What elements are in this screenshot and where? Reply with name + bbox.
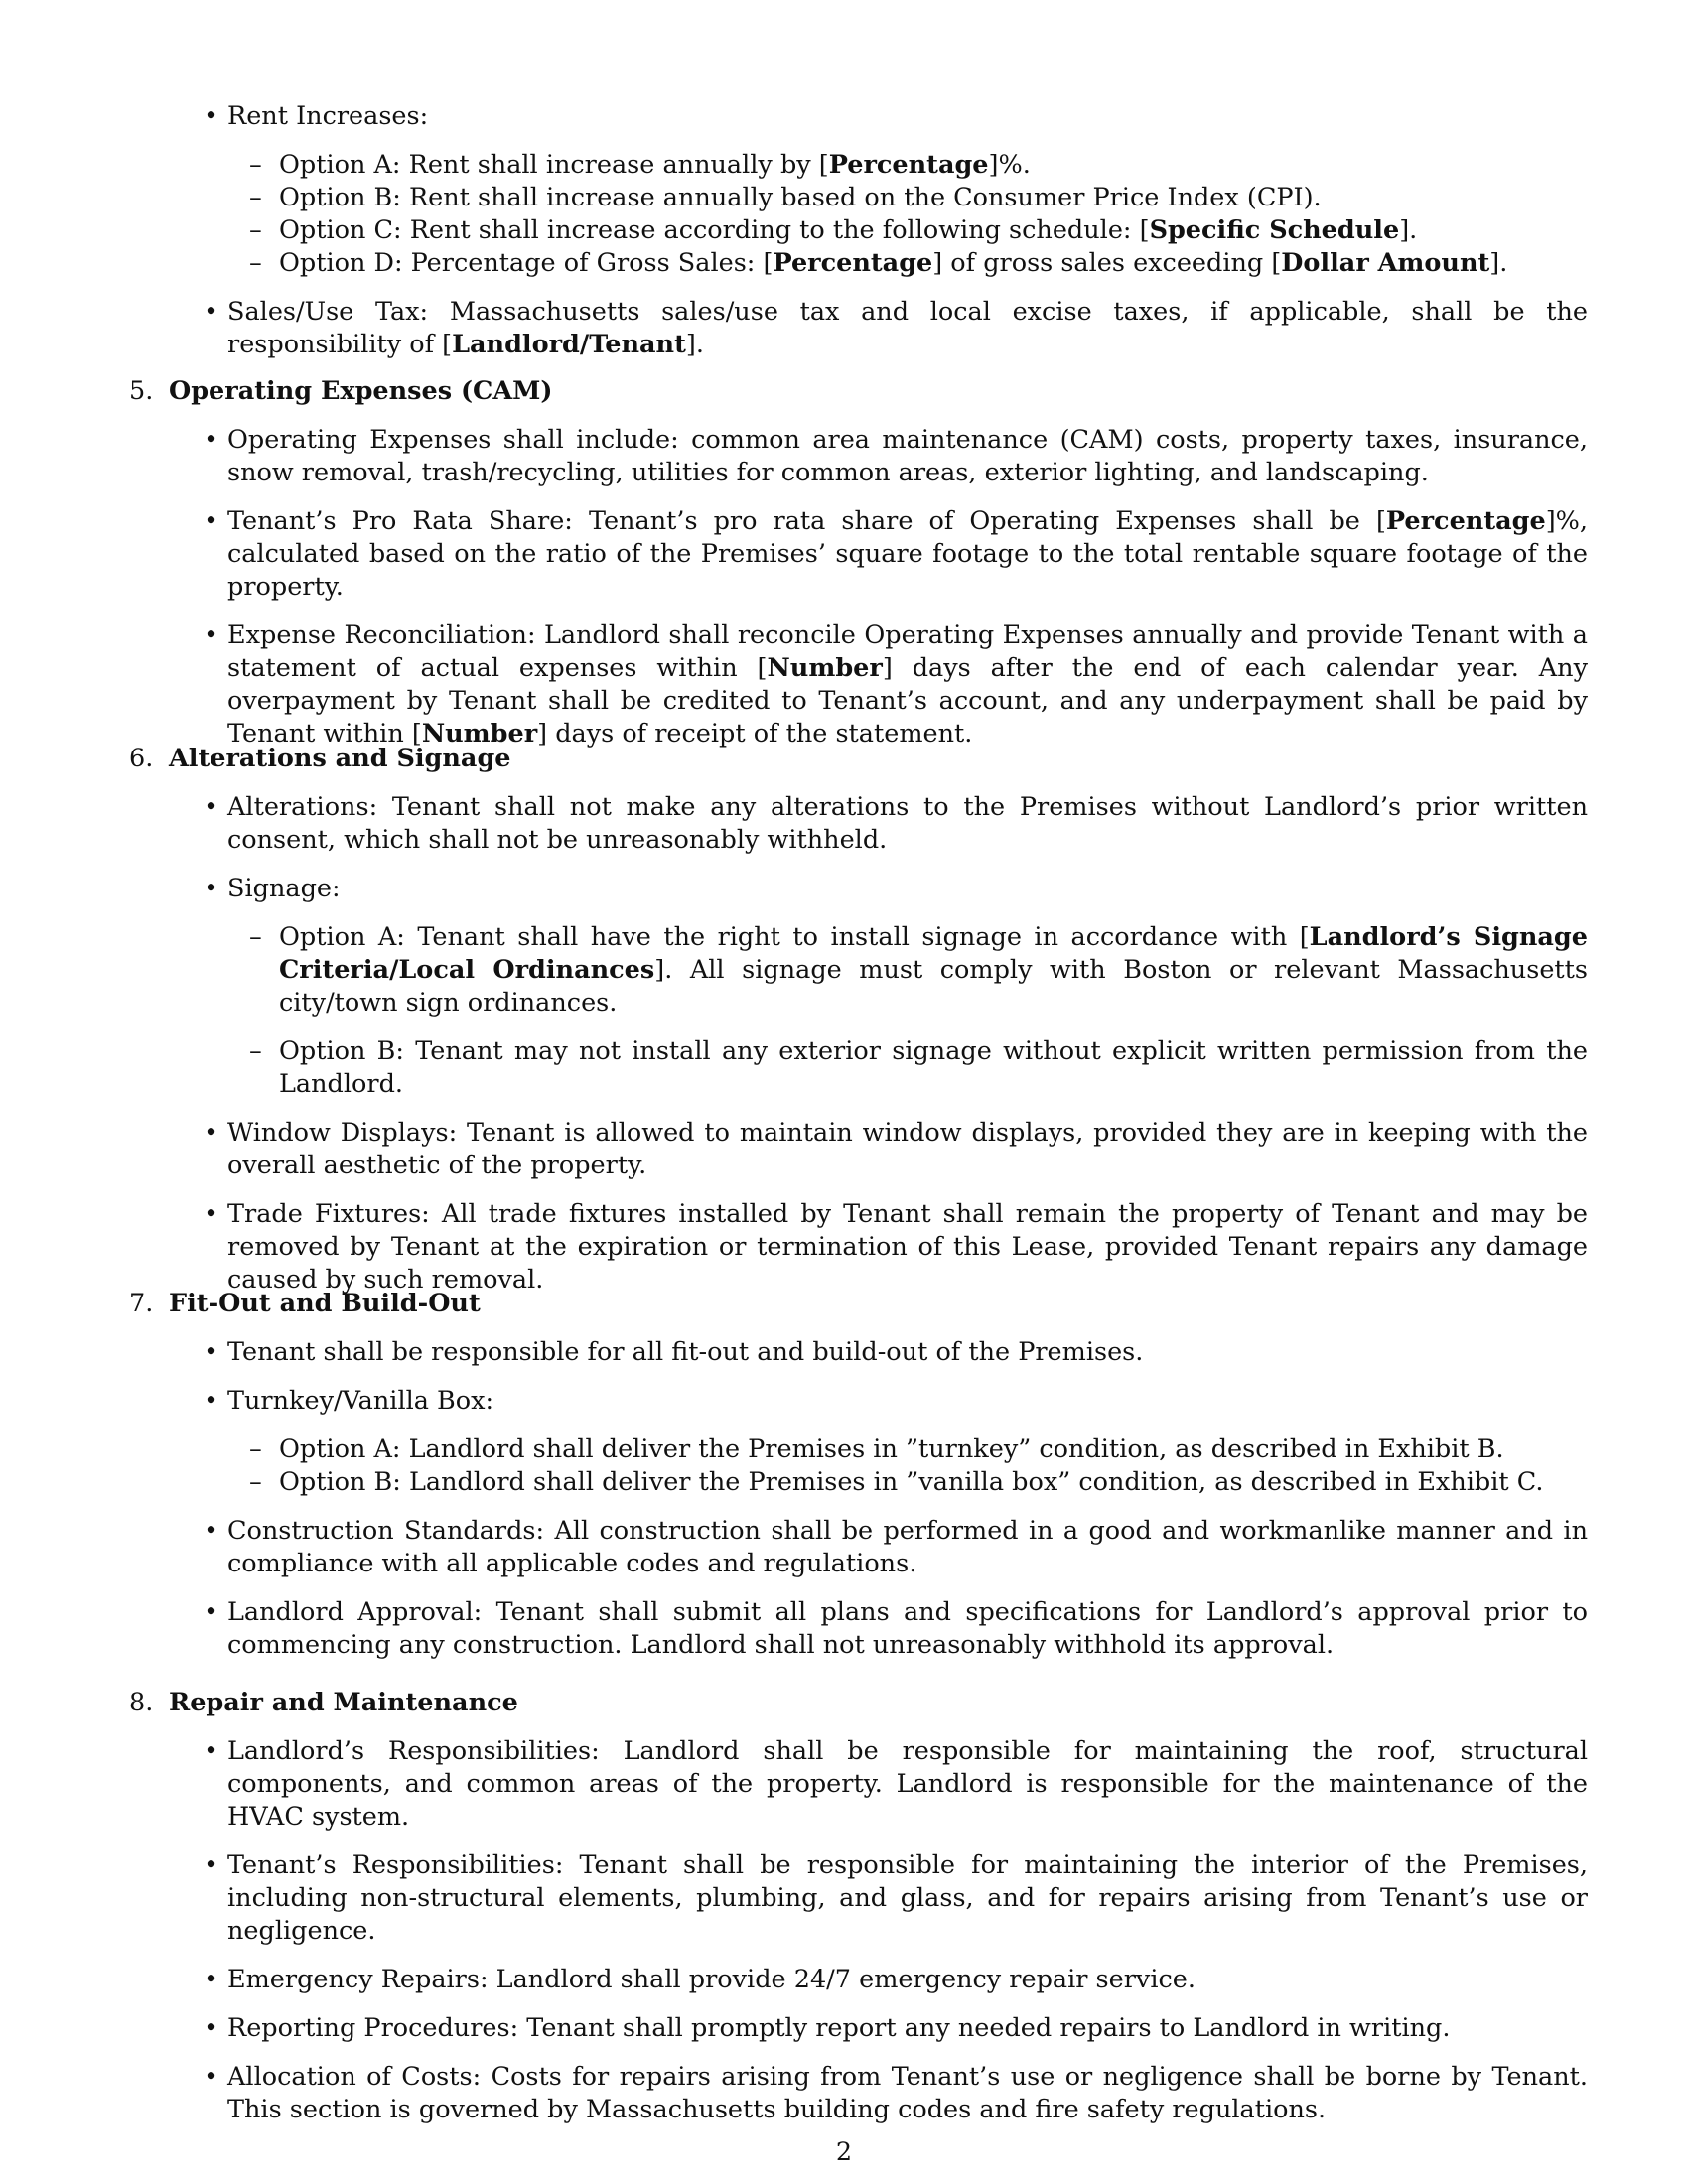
emergency-repairs-item: • Emergency Repairs: Landlord shall provide 24/7 emergency repair service. [227,1964,1588,1996]
operating-expenses-item: • Operating Expenses shall include: common area maintenance (CAM) costs, property taxes, insurance, snow removal, trash/recycling, utilities for common areas, exterior lighting, and landscaping. [227,424,1588,489]
section-7-list [227,1336,1588,1678]
construction-standards-item: • Construction Standards: All construction shall be performed in a good and workmanlike manner and in compliance with all applicable codes and regulations. [227,1515,1588,1580]
turnkey-options-list [227,1433,1588,1499]
rent-list [227,100,1588,377]
turnkey-item: • Turnkey/Vanilla Box: – Option A: Landlord shall deliver the Premises in ”turnkey” condition, as described in Exhibit B. – Option B: Landlord shall deliver the Premises in ”vanilla box” condition, as described in Exhibit C. [227,1385,1588,1499]
rent-options-list [227,149,1588,280]
section-8-heading: 8. Repair and Maintenance [129,1688,518,1717]
alterations-item: • Alterations: Tenant shall not make any alterations to the Premises without Landlord’s prior written consent, which shall not be unreasonably withheld. [227,791,1588,857]
turnkey-option-b: – Option B: Landlord shall deliver the Premises in ”vanilla box” condition, as described in Exhibit C. [249,1467,1544,1497]
window-displays-item: • Window Displays: Tenant is allowed to maintain window displays, provided they are in keeping with the overall aesthetic of the property. [227,1117,1588,1182]
turnkey-option-a: – Option A: Landlord shall deliver the Premises in ”turnkey” condition, as described in Exhibit B. [249,1434,1504,1464]
tenant-responsibilities-item: • Tenant’s Responsibilities: Tenant shall be responsible for maintaining the interior of the Premises, including non-structural elements, plumbing, and glass, and for repairs arising from Tenant’s use or negligence. [227,1849,1588,1948]
trade-fixtures-item: • Trade Fixtures: All trade fixtures installed by Tenant shall remain the property of Tenant and may be removed by Tenant at the expiration or termination of this Lease, provided Tenant repairs any damage caused by such removal. [227,1198,1588,1297]
rent-option-b: – Option B: Rent shall increase annually based on the Consumer Price Index (CPI). [249,183,1322,212]
page-number: 2 [835,2137,853,2167]
landlord-responsibilities-item: • Landlord’s Responsibilities: Landlord shall be responsible for maintaining the roof, structural components, and common areas of the property. Landlord is responsible for the maintenance of the HVAC system. [227,1735,1588,1834]
section-6-list [227,791,1588,1312]
section-5-heading: 5. Operating Expenses (CAM) [129,376,553,406]
rent-increases-label: Rent Increases: [227,101,429,131]
signage-item: • Signage: – Option A: Tenant shall have the right to install signage in accordance with [Landlord’s Signage Criteria/Local Ordinances]. All signage must comply with Boston or relevant Massachusetts city/town sign ordinances. – Option B: Tenant may not install any exterior signage without explicit written permission from the Landlord. [227,873,1588,1101]
sales-tax-item: • Sales/Use Tax: Massachusetts sales/use tax and local excise taxes, if applicable, shall be the responsibility of [Landlord/Tenant]. [227,296,1588,361]
reporting-procedures-item: • Reporting Procedures: Tenant shall promptly report any needed repairs to Landlord in writing. [227,2012,1588,2045]
section-7-heading: 7. Fit-Out and Build-Out [129,1289,481,1318]
fitout-item: • Tenant shall be responsible for all fit-out and build-out of the Premises. [227,1336,1588,1369]
pro-rata-item: • Tenant’s Pro Rata Share: Tenant’s pro rata share of Operating Expenses shall be [Percentage]%, calculated based on the ratio of the Premises’ square footage to the total rentable square footage of the property. [227,505,1588,604]
section-6-heading: 6. Alterations and Signage [129,744,511,773]
rent-increases-item [227,100,1588,280]
signage-option-a: – Option A: Tenant shall have the right to install signage in accordance with [Landlord’s Signage Criteria/Local Ordinances]. All signage must comply with Boston or relevant Massachusetts city/town sign ordinances. [249,922,1588,1018]
signage-options-list [227,921,1588,1101]
section-5-list [227,424,1588,766]
rent-option-a: – Option A: Rent shall increase annually by [Percentage]%. [249,150,1031,180]
expense-reconciliation-item: • Expense Reconciliation: Landlord shall reconcile Operating Expenses annually and provide Tenant with a statement of actual expenses within [Number] days after the end of each calendar year. Any overpayment by Tenant shall be credited to Tenant’s account, and any underpayment shall be paid by Tenant within [Number] days of receipt of the statement. [227,619,1588,751]
rent-option-c: – Option C: Rent shall increase according to the following schedule: [Specific Schedule]. [249,215,1418,245]
landlord-approval-item: • Landlord Approval: Tenant shall submit all plans and specifications for Landlord’s approval prior to commencing any construction. Landlord shall not unreasonably withhold its approval. [227,1596,1588,1662]
section-8-list [227,1735,1588,2142]
rent-option-d: – Option D: Percentage of Gross Sales: [Percentage] of gross sales exceeding [Dollar Amount]. [249,248,1508,278]
signage-option-b: – Option B: Tenant may not install any exterior signage without explicit written permission from the Landlord. [249,1036,1588,1099]
allocation-of-costs-item: • Allocation of Costs: Costs for repairs arising from Tenant’s use or negligence shall be borne by Tenant. This section is governed by Massachusetts building codes and fire safety regulations. [227,2061,1588,2126]
